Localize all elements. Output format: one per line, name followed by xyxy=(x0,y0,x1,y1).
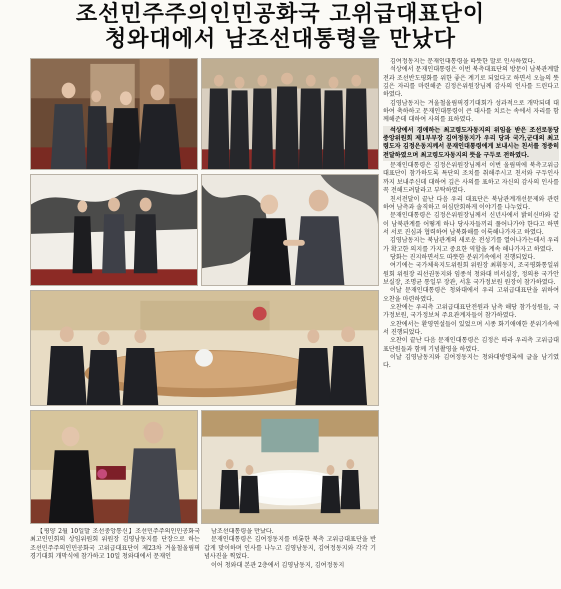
photo-handshake-painting xyxy=(201,174,379,286)
article-bottom-left xyxy=(30,528,200,584)
article-paragraph: 김여정동지는 문재인대통령을 따뜻한 말로 인사하였다. xyxy=(390,58,536,65)
page-title xyxy=(0,2,561,52)
photo-people-icon xyxy=(202,59,378,169)
photo-people-icon xyxy=(31,175,197,285)
article-paragraph: 이어 청와대 본관 2층에서 김영남동지, 김여정동지 xyxy=(211,561,345,569)
photo-people-icon xyxy=(202,175,378,285)
article-right-column xyxy=(383,58,559,583)
article-paragraph: 오찬에는 우리측 고위급대표단전원과 남측 해당 참가성원들, 국가정보원, 국가정보처 주요관계자들이 참가하였다. xyxy=(383,303,559,320)
article-bottom-middle xyxy=(204,528,376,584)
article-paragraph: 여기에는 국가체육지도위원회 위원장 최휘동지, 조국평화통일위원회 위원장 리선권동지와 임종석 청와대 비서실장, 정의용 국가안보실장, 조명균 통일부 장관, 서훈 국가정보원 원장이 참가하였다. xyxy=(383,262,559,286)
article-paragraph: 오찬에서는 환영연설들이 있었으며 시종 화기애애한 분위기속에서 진행되었다. xyxy=(383,320,559,336)
article-paragraph: 당화는 진지하면서도 따뜻한 분위기속에서 진행되었다. xyxy=(390,253,536,261)
photo-handing-letter xyxy=(30,410,198,524)
photo-group-standing xyxy=(30,174,198,286)
headline-line-1: 조선민주주의인민공화국 고위급대표단이 xyxy=(75,2,486,27)
article-paragraph: 문재인대통령은 김여정동지를 비롯한 북측 고위급대표단을 반갑게 맞이하며 인사를 나누고 김영남동지, 김여정동지와 각각 기념사진을 찍었다. xyxy=(204,536,376,561)
article-paragraph: 오찬이 끝난 다음 문재인대통령은 김정은 따라 우리측 고위급대표단원들과 함께 기념촬영을 하였다. xyxy=(383,337,559,353)
photo-people-icon xyxy=(202,411,378,523)
article-paragraph: 이날 문재인대통령은 청와대에서 우리 고위급대표단을 위하여 오찬을 마련하였다. xyxy=(383,287,559,303)
article-paragraph: 김영남동지는 북남관계의 새로운 전성기를 열어나가는데서 우리가 확고한 의지를 가지고 중요한 역할을 계속 해나가자고 하였다. xyxy=(383,237,559,253)
photo-meeting-table xyxy=(30,290,379,406)
photo-handshake-reception xyxy=(30,58,198,170)
photo-banquet-hall xyxy=(201,410,379,524)
article-paragraph: 이날 김영남동지와 김여정동지는 청와대방명록에 글을 남기였다. xyxy=(383,354,559,370)
photo-delegation-walking xyxy=(201,58,379,170)
photo-people-icon xyxy=(31,411,197,523)
headline-line-2: 청와대에서 남조선대통령을 만났다 xyxy=(104,27,457,52)
article-paragraph: 석상에서 문재인대통령은 이번 북측대표단의 방문이 남북관계발전과 조선반도평화를 위한 좋은 계기로 되었다고 하면서 오늘의 뜻깊은 자리를 마련해준 김정은위원장님께 감사의 인사를 드린다고 하였다. xyxy=(383,66,559,99)
article-paragraph: 【평양 2월 10일발 조선중앙통신】조선민주주의인민공화국 최고인민회의 상임위원회 위원장 김영남동지를 단장으로 하는 조선민주주의인민공화국 고위급대표단이 제23차 겨울철올림픽경기대회 개막식에 참가하고 10일 청와대에서 문재인 xyxy=(30,528,200,561)
article-paragraph: 문재인대통령은 김정은위원장님께서 신년사에서 밝히신바와 같이 남북관계를 어떻게 하나 당사자들끼리 풀어나가야 한다고 하면서 서로 진심과 협력하여 남북화해를 이룩해나가자고 하였다. xyxy=(383,212,559,236)
article-paragraph: 석상에서 경애하는 최고령도자동지의 위임을 받은 조선로동당 중앙위원회 제1부부장 김여정동지가 우리 당과 국가,군대의 최고령도자 김정은동지께서 문재인대통령에게 보내시는 친서를 정중히 전달하였으며 최고령도자동지의 뜻을 구두로 전하였다. xyxy=(383,126,559,161)
article-paragraph: 문재인대통령은 김정은위원장님께서 이번 올림픽에 북측고위급대표단이 참가하도록 특단의 조치를 취해주시고 친서와 구두인사까지 보내주신데 대하여 깊은 사의를 표하고 자신의 감사의 인사를 꼭 전해드려달라고 부탁하였다. xyxy=(383,162,559,195)
article-paragraph: 남조선대통령을 만났다. xyxy=(211,528,274,535)
article-paragraph: 김영남동지는 겨울철올림픽경기대회가 성과적으로 개막되데 대하여 축하하고 문재인대통령이 큰 대사를 치르는 속에서 자리를 함께해준데 대하여 사의를 표하였다. xyxy=(383,99,559,124)
photo-people-icon xyxy=(31,291,378,405)
photo-people-icon xyxy=(31,59,197,169)
article-paragraph: 친서전달이 끝난 다음 우리 대표단은 북남관계개선문제와 관련하여 남측과 솔직하고 허심탄회하게 이야기를 나누었다. xyxy=(383,195,559,211)
